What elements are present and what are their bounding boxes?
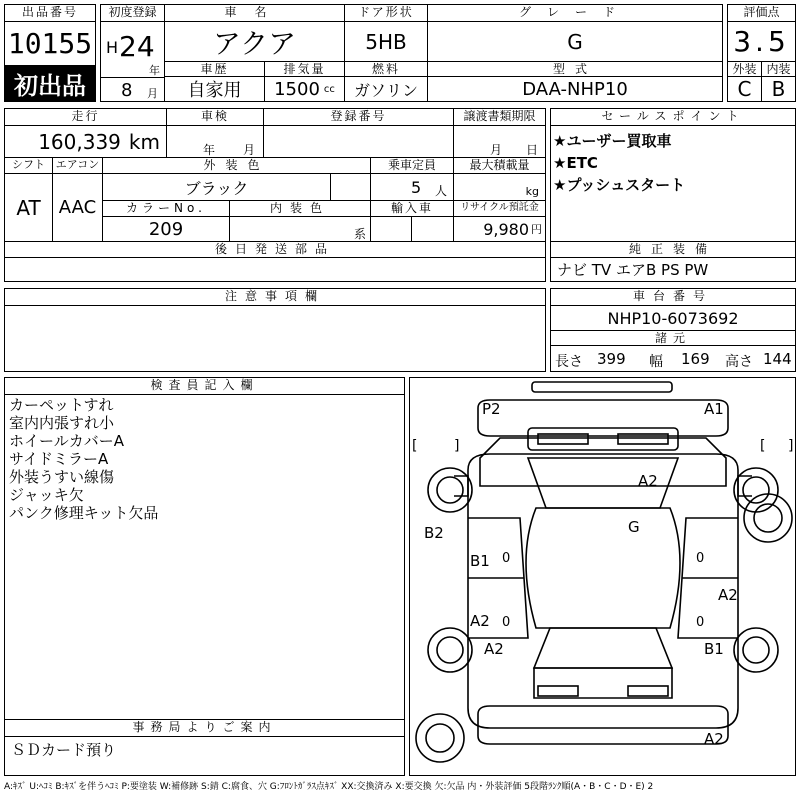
month-unit: 月 [147,87,158,100]
damage-mark-a2-left-door: A2 [470,612,490,630]
registration-year: 24 [119,30,155,63]
capacity-value: 5 [411,178,422,197]
car-name-label: 車名 [164,4,345,22]
registration-number-label: 登録番号 [263,108,454,126]
exterior-color-extra [330,173,371,201]
damage-mark-a2-hood: A2 [638,472,658,490]
grade-label: グレード [427,4,723,22]
capacity [370,173,454,201]
inspector-item: カーペットすれ [9,396,114,414]
displacement-label: 排気量 [264,61,345,77]
color-number-label: カラーNo. [102,200,230,217]
registration-month: 8 [121,80,133,101]
transfer-deadline [453,125,546,158]
aircon-label: エアコン [52,157,103,174]
equipment-label: 純正装備 [550,241,796,258]
inspector-item: パンク修理キット欠品 [9,504,159,522]
mileage [4,125,167,158]
notes [4,305,546,372]
inspector-item: サイドミラーA [9,450,109,468]
shift: AT [4,173,53,242]
era: H [106,38,119,57]
history: 自家用 [164,76,265,102]
equipment: ナビ TV エアB PS PW [550,257,796,282]
transfer-deadline-label: 譲渡書類期限 [453,108,546,126]
fuel: ガソリン [344,76,428,102]
mileage-unit: km [128,129,160,154]
displacement-unit: cc [323,83,335,95]
lot-number-label: 出品番号 [4,4,96,22]
later-parts-label: 後日発送部品 [4,241,546,258]
inspection-label: 車検 [166,108,264,126]
inspector-item: ホイールカバーA [9,432,124,450]
exterior-grade-label: 外装 [727,61,762,77]
inspector-label: 検査員記入欄 [4,377,405,395]
later-parts [4,257,546,282]
notes-label: 注意事項欄 [4,288,546,306]
wheel-zero-2: 0 [502,615,511,630]
damage-mark-a2-left-rear: A2 [484,640,504,658]
displacement [264,76,345,102]
history-label: 車歴 [164,61,265,77]
max-load-label: 最大積載量 [453,157,546,174]
fuel-label: 燃料 [344,61,428,77]
recycle-value: 9,980 [483,219,529,239]
interior-color-label: 内装色 [229,200,371,217]
width-label: 幅 [649,354,663,370]
interior-grade-label: 内装 [761,61,796,77]
model-code: DAA-NHP10 [427,76,723,102]
bracket-right-2: ] [788,438,794,454]
grade: G [427,21,723,62]
legend: A:ｷｽﾞ U:ﾍｺﾐ B:ｷｽﾞを伴うﾍｺﾐ P:要塗装 W:補修跡 S:錆 C:腐食、穴 G:ﾌﾛﾝﾄｶﾞﾗｽ点ｷｽﾞ XX:交換済み X:要交換 欠:欠品 内・外装評価 5段階ﾗﾝｸ順(A・B・C・D・E) 2 [4,782,654,792]
damage-mark-a2-right: A2 [718,586,738,604]
chassis-number: NHP10-6073692 [550,305,796,331]
interior-grade: B [761,76,796,102]
inspector-item: 室内内張すれ小 [9,414,115,432]
bracket-left-1: [ [412,438,418,454]
max-load [453,173,546,201]
inspection-date [166,125,264,158]
exterior-color-label: 外装色 [102,157,371,174]
inspection-month-unit: 月 [243,143,256,157]
dimensions-label: 諸元 [550,330,796,346]
first-registration-label: 初度登録 [100,4,165,22]
recycle-unit: 円 [531,223,542,236]
sales-point-item: ★ユーザー買取車 [553,132,672,150]
sales-points-label: セールスポイント [550,108,796,126]
year-unit: 年 [149,64,160,77]
sales-points-list [553,130,685,196]
damage-mark-a1: A1 [704,400,724,418]
damage-mark-b1-right: B1 [704,640,724,658]
model-label: 型式 [427,61,723,77]
color-number: 209 [102,216,230,242]
damage-mark-b1-left: B1 [470,552,490,570]
inspection-year-unit: 年 [203,143,216,157]
height-value: 144 [763,350,792,368]
damage-mark-a2-rear: A2 [704,730,724,748]
inspector-list [9,396,158,522]
length-label: 長さ [555,354,583,370]
transfer-month-unit: 月 [490,143,503,157]
inspector-item: ジャッキ欠 [9,486,84,504]
bracket-right-1: ] [454,438,460,454]
wheel-zero-1: 0 [502,551,511,566]
sales-points [550,125,796,242]
load-unit: kg [525,185,539,198]
inspector-notes [4,394,405,720]
import-label: 輸入車 [370,200,454,217]
first-listing-badge: 初出品 [4,65,96,102]
score: 3.5 [727,21,796,62]
capacity-label: 乗車定員 [370,157,454,174]
registration-number [263,125,454,158]
transfer-day-unit: 日 [526,143,539,157]
aircon: AAC [52,173,103,242]
recycle-label: リサイクル預託金 [453,200,546,217]
sales-point-item: ★ETC [553,154,598,172]
length-value: 399 [597,350,626,368]
displacement-value: 1500 [274,78,320,100]
car-name: アクア [164,21,345,62]
damage-mark-b2: B2 [424,524,444,542]
bracket-left-2: [ [760,438,766,454]
wheel-zero-3: 0 [696,551,705,566]
lot-number: 10155 [4,21,96,66]
dimensions [550,345,796,372]
first-registration-year [100,21,165,78]
car-diagram [409,377,796,776]
score-label: 評価点 [727,4,796,22]
damage-mark-g: G [628,518,640,536]
shift-label: シフト [4,157,53,174]
exterior-grade: C [727,76,762,102]
door-label: ドア形状 [344,4,428,22]
damage-mark-p2: P2 [482,400,501,418]
interior-color [229,216,371,242]
mileage-value: 160,339 [38,129,121,154]
import-box-a [370,216,412,242]
exterior-color: ブラック [102,173,331,201]
capacity-unit: 人 [435,184,448,198]
sales-point-item: ★プッシュスタート [553,176,686,194]
office-notice: ＳＤカード預り [4,736,405,776]
wheel-zero-4: 0 [696,615,705,630]
height-label: 高さ [725,354,753,370]
office-label: 事務局よりご案内 [4,719,405,737]
inspector-item: 外装うすい線傷 [9,468,115,486]
chassis-label: 車台番号 [550,288,796,306]
interior-unit: 系 [353,227,366,241]
first-registration-month [100,77,165,102]
width-value: 169 [681,350,710,368]
import-box-b [411,216,454,242]
mileage-label: 走行 [4,108,167,126]
door-type: 5HB [344,21,428,62]
recycle-fee [453,216,546,242]
